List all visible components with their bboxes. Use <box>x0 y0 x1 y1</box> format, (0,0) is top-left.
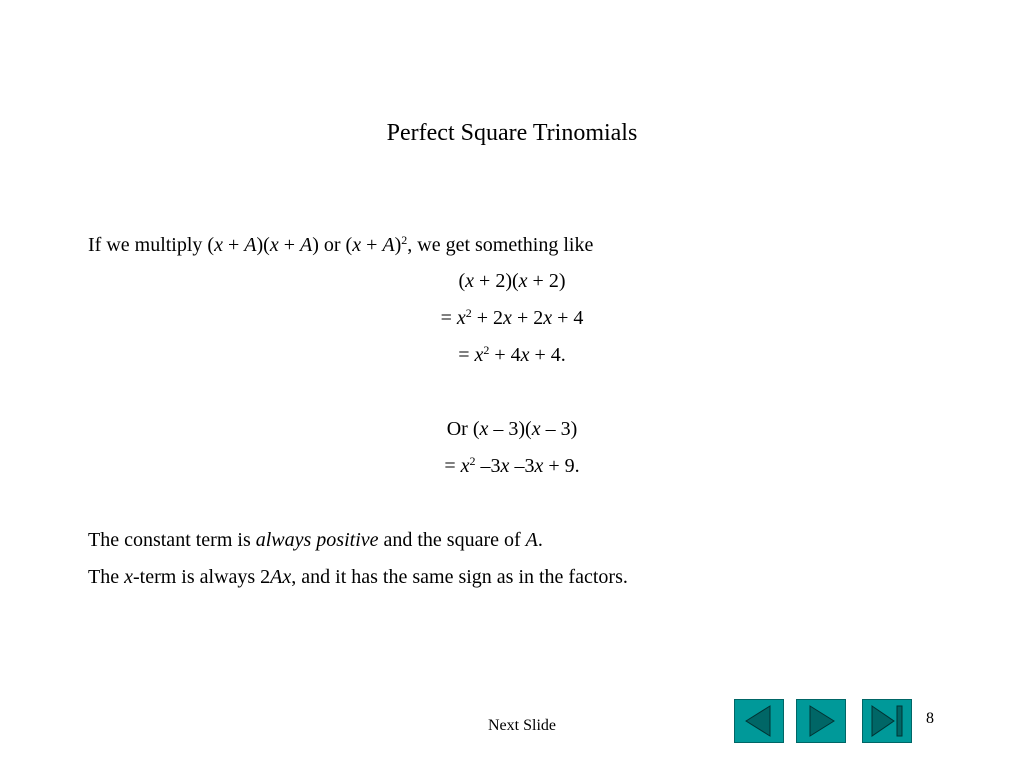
page-number: 8 <box>926 710 934 727</box>
example1-line2: = $x^2 + 2x + 2x + 4$ <box>440 306 584 329</box>
previous-slide-button[interactable] <box>734 699 784 743</box>
next-slide-link[interactable]: Next Slide <box>488 717 556 734</box>
slide-title: Perfect Square Trinomials <box>386 120 638 146</box>
intro-line: If we multiply (x + A)(x + A) or $(x + A)^2$, we get something like <box>88 233 594 256</box>
next-slide-button[interactable] <box>796 699 846 743</box>
example1-line3: = $x^2 + 4x + 4$. <box>458 343 566 366</box>
example2-line1: Or (x – 3)(x – 3) <box>446 418 578 440</box>
example1-line1: (x + 2)(x + 2) <box>458 270 566 292</box>
last-slide-button[interactable] <box>862 699 912 743</box>
example2-line2: = $x^2$ –3x –3x + 9. <box>444 454 580 477</box>
note-constant-term: The constant term is always positive and the square of A. <box>88 529 543 551</box>
note-x-term: The x-term is always 2Ax, and it has the same sign as in the factors. <box>88 566 628 588</box>
triangle-left-icon <box>735 700 783 742</box>
triangle-right-icon <box>797 700 845 742</box>
skip-to-end-icon <box>863 700 911 742</box>
